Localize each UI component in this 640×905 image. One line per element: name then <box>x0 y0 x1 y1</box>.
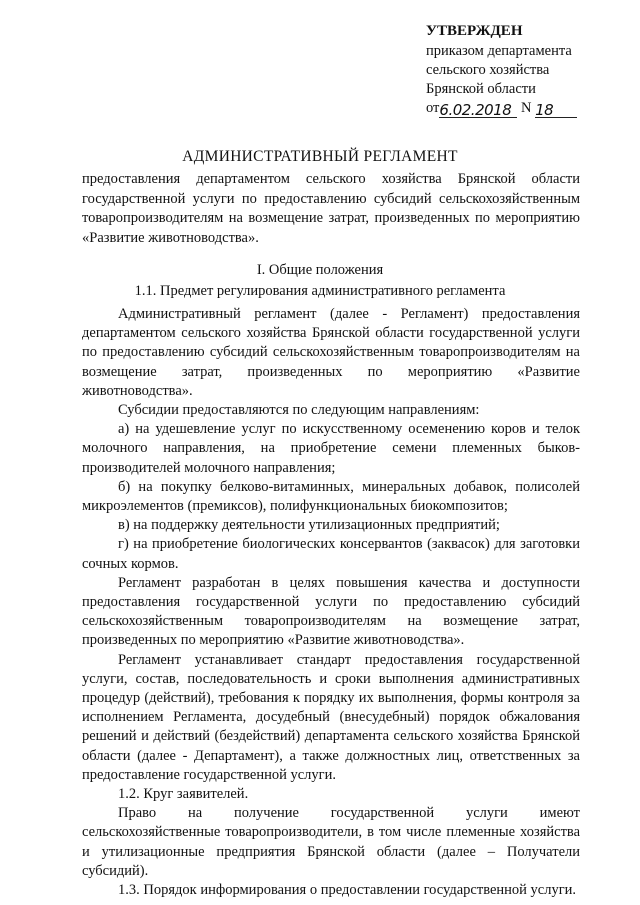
paragraph: 1.3. Порядок информирования о предоставлении государственной услуги. <box>118 882 577 899</box>
list-item: в) на поддержку деятельности утилизационных предприятий; <box>118 517 500 534</box>
paragraph: Право на получение государственной услуги имеют сельскохозяйственные товаропроизводители, в том числе племенные хозяйства и утилизационные предприятия Брянской области (далее – Получатели субсидий). <box>82 805 580 879</box>
approval-line-3: Брянской области <box>426 81 536 97</box>
paragraph: Регламент устанавливает стандарт предоставления государственной услуги, состав, последовательность и сроки выполнения административных процедур (действий), требования к порядку их выполнения, формы контроля за исполнением Регламента, досудебный (внесудебный) порядок обжалования решений и действий (бездействий) департамента сельского хозяйства Брянской области (далее - Департамент), а также должностных лиц, ответственных за предоставление государственной услуги. <box>82 651 580 783</box>
paragraph: Регламент разработан в целях повышения качества и доступности предоставления государственной услуги по предоставлению субсидий сельскохозяйственным товаропроизводителям на возмещение затрат, произведенных по мероприятию «Развитие животноводства». <box>82 574 580 649</box>
list-item: г) на приобретение биологических консервантов (заквасок) для заготовки сочных кормов. <box>82 536 580 572</box>
approval-number-label: N <box>521 100 532 116</box>
approval-from-label: от <box>426 100 440 116</box>
paragraph: Административный регламент (далее - Регламент) предоставления департаментом сельского хозяйства Брянской области государственной услуги по предоставлению субсидий сельскохозяйственным товаропроизводителям на возмещение затрат, произведенных по мероприятию «Развитие животноводства». <box>82 306 580 399</box>
approval-stamp <box>426 22 626 118</box>
document-subtitle: предоставления департаментом сельского хозяйства Брянской области государственной услуги по предоставлению субсидий сельскохозяйственным товаропроизводителям на возмещение затрат, произведенных по мероприятию «Развитие животноводства». <box>82 171 580 246</box>
section-heading: I. Общие положения <box>256 262 384 278</box>
subsection-heading: 1.1. Предмет регулирования административного регламента <box>134 283 506 299</box>
approval-number: 18 <box>535 101 554 119</box>
approval-line-1: приказом департамента <box>426 43 572 59</box>
approval-date-line <box>426 99 626 118</box>
list-item: а) на удешевление услуг по искусственному осеменению коров и телок молочного направления, на приобретение семени племенных быков-производителей молочного направления; <box>82 421 580 476</box>
approval-heading: УТВЕРЖДЕН <box>426 23 523 39</box>
document-body <box>82 305 580 900</box>
list-item: б) на покупку белково-витаминных, минеральных добавок, полисолей микроэлементов (премиксов), полифункциональных биокомпозитов; <box>82 478 580 515</box>
approval-date: 6.02.2018 <box>439 101 512 119</box>
paragraph: 1.2. Круг заявителей. <box>118 786 249 803</box>
paragraph: Субсидии предоставляются по следующим направлениям: <box>118 402 480 419</box>
document-title: АДМИНИСТРАТИВНЫЙ РЕГЛАМЕНТ <box>182 148 458 165</box>
approval-line-2: сельского хозяйства <box>426 62 550 78</box>
